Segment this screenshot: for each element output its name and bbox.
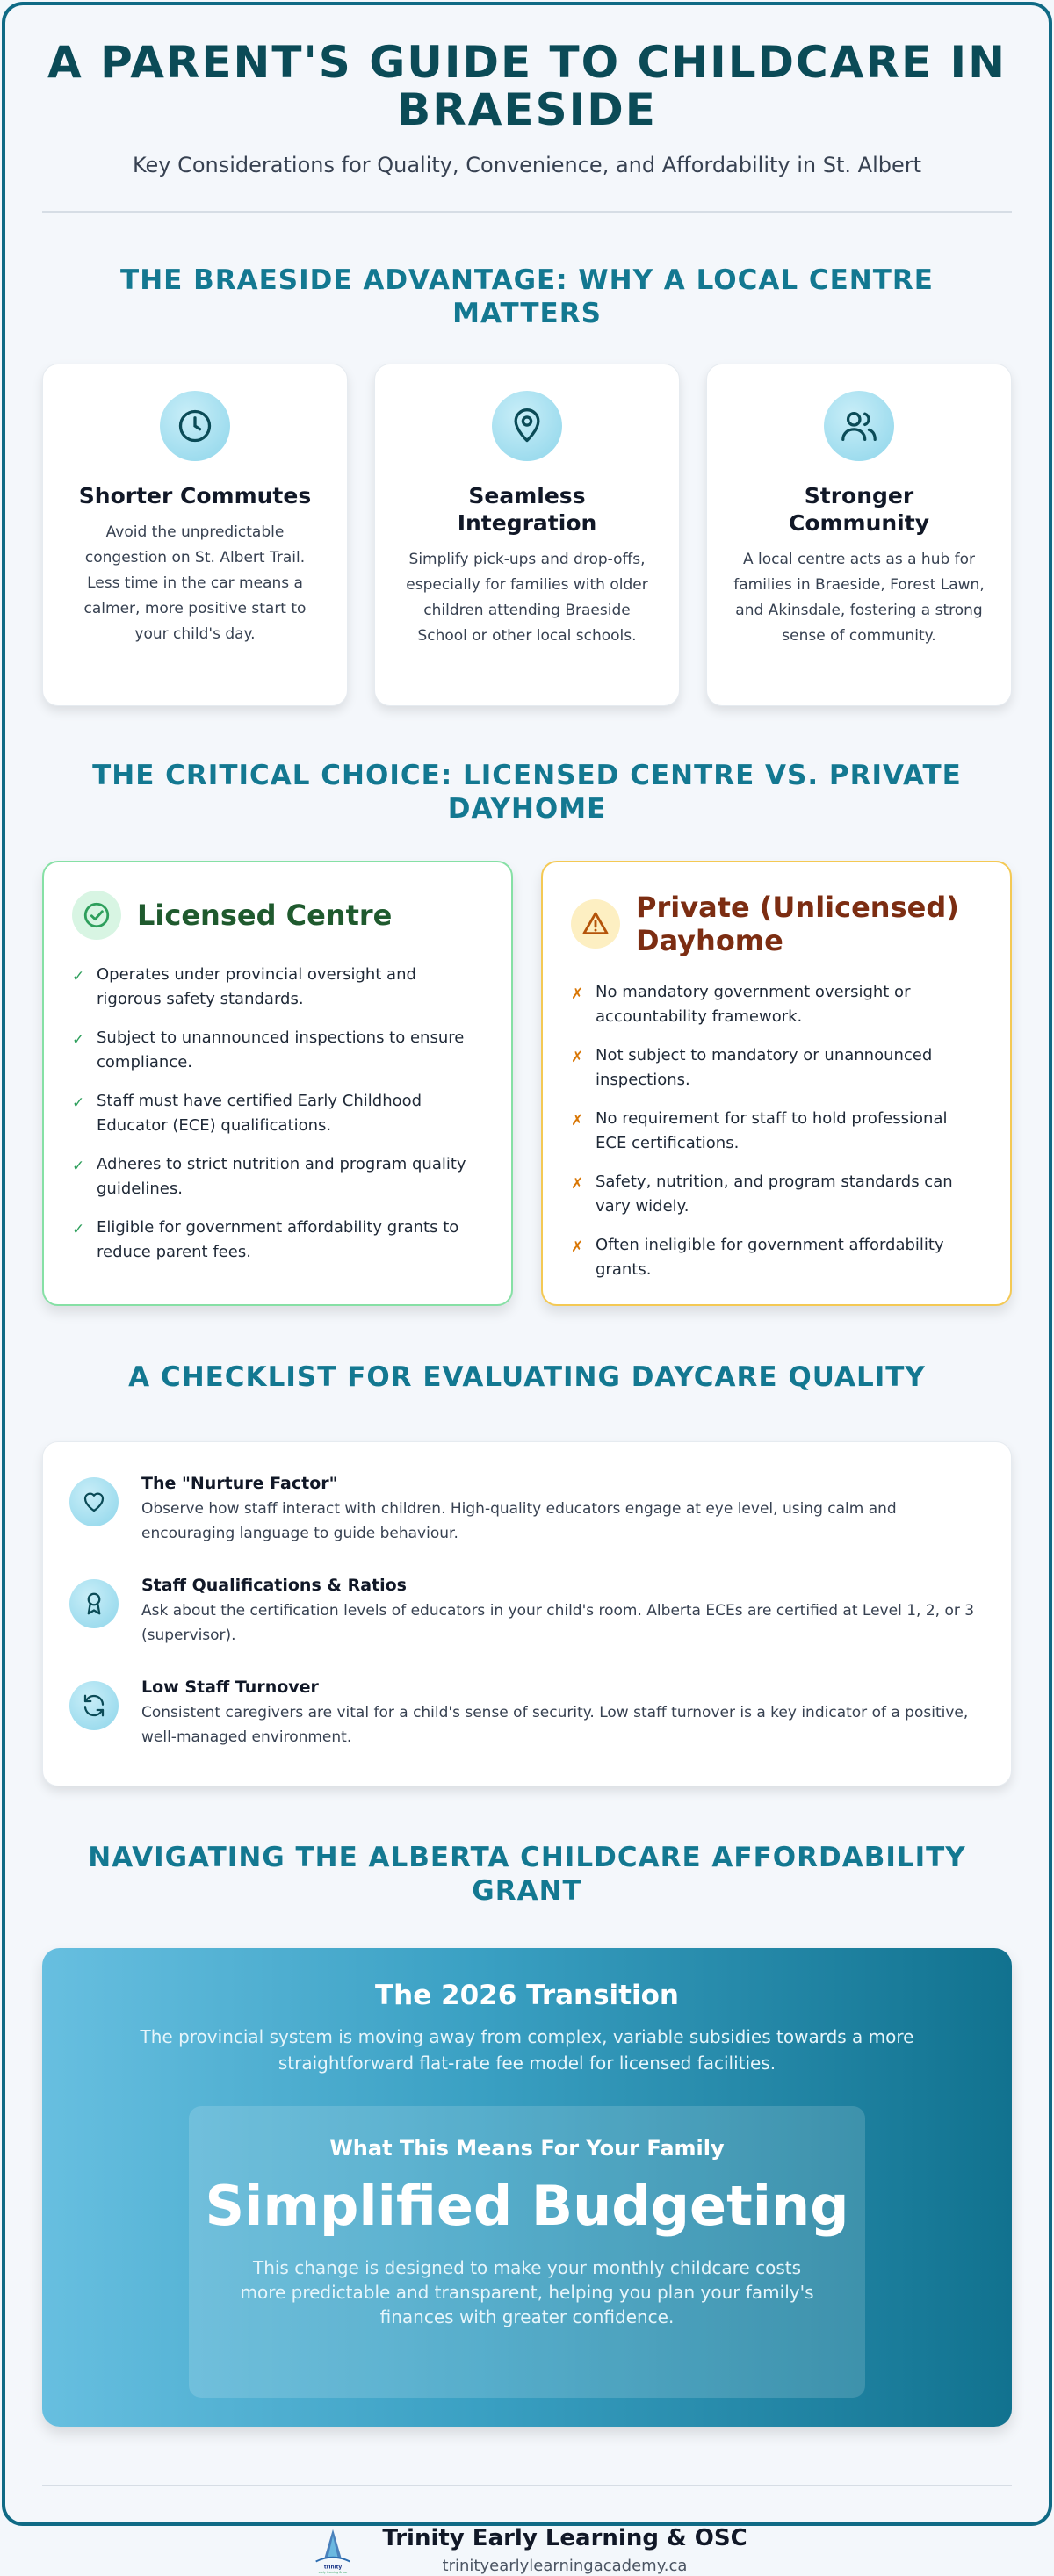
list-item	[571, 1043, 982, 1093]
heart-icon	[69, 1477, 119, 1526]
advantage-card-title: Seamless Integration	[457, 483, 597, 536]
family-impact-text: This change is designed to make your monthly childcare costs more predictable and transparent, helping you plan your family's finances with greater confidence.	[240, 2257, 814, 2327]
checklist-item-body	[141, 1474, 985, 1546]
refresh-icon	[69, 1681, 119, 1730]
cross-icon: ✗	[571, 1112, 584, 1129]
svg-text:trinity: trinity	[324, 2565, 343, 2571]
grant-card	[42, 1948, 1012, 2427]
footer	[42, 2523, 1012, 2576]
cross-icon: ✗	[571, 1049, 584, 1066]
header	[42, 5, 1012, 177]
checklist-item-title: Staff Qualifications & Ratios	[141, 1576, 407, 1595]
list-item	[72, 963, 483, 1012]
grant-section-title: NAVIGATING THE ALBERTA CHILDCARE AFFORDABILITY GRANT	[88, 1842, 966, 1907]
list-item	[571, 980, 982, 1029]
checkmark-icon: ✓	[72, 1094, 85, 1112]
advantage-card-title: Shorter Commutes	[78, 483, 312, 509]
comparison-cards	[42, 861, 1012, 1306]
checklist-item-text: Consistent caregivers are vital for a child's sense of security. Low staff turnover is a key indicator of a positive, well-managed environment.	[141, 1704, 969, 1746]
clock-icon	[160, 391, 230, 461]
advantage-card-integration	[374, 364, 680, 706]
website-link[interactable]: trinityearlylearningacademy.ca	[442, 2556, 688, 2575]
private-list	[571, 980, 982, 1282]
checkmark-icon: ✓	[72, 1221, 85, 1238]
list-item-text: No requirement for staff to hold professional ECE certifications.	[596, 1109, 948, 1152]
family-impact-headline: Simplified Budgeting	[205, 2174, 849, 2238]
checklist-item	[69, 1576, 985, 1648]
licensed-header	[72, 891, 483, 940]
checklist-item-title: Low Staff Turnover	[141, 1678, 319, 1697]
checklist-item-body	[141, 1678, 985, 1750]
list-item-text: Subject to unannounced inspections to ensure compliance.	[97, 1028, 465, 1072]
list-item	[571, 1107, 982, 1156]
licensed-centre-card	[42, 861, 513, 1306]
list-item	[72, 1152, 483, 1201]
users-icon	[824, 391, 894, 461]
cross-icon: ✗	[571, 985, 584, 1003]
award-icon	[69, 1579, 119, 1628]
list-item-text: Adheres to strict nutrition and program quality guidelines.	[97, 1155, 466, 1198]
cross-icon: ✗	[571, 1238, 584, 1256]
footer-text	[382, 2525, 747, 2575]
svg-text:early learning & osc: early learning & osc	[319, 2571, 348, 2575]
list-item-text: Safety, nutrition, and program standards can vary widely.	[596, 1173, 953, 1216]
private-header	[571, 891, 982, 957]
map-pin-icon	[492, 391, 562, 461]
grant-card-title: The 2026 Transition	[374, 1980, 679, 2011]
licensed-list	[72, 963, 483, 1265]
advantage-card-text: A local centre acts as a hub for families in Braeside, Forest Lawn, and Akinsdale, fostering a strong sense of community.	[733, 551, 985, 645]
list-item	[571, 1233, 982, 1282]
checkmark-icon: ✓	[72, 1031, 85, 1049]
advantage-card-title: Stronger Community	[788, 483, 930, 536]
family-impact-label: What This Means For Your Family	[329, 2136, 725, 2161]
trinity-logo	[307, 2523, 359, 2576]
advantage-card-text: Simplify pick-ups and drop-offs, especially for families with older children attending Braeside School or other local schools.	[406, 551, 648, 645]
page-title: A PARENT'S GUIDE TO CHILDCARE IN BRAESIDE	[47, 37, 1007, 135]
advantage-card-commutes	[42, 364, 348, 706]
checklist-item-text: Observe how staff interact with children. High-quality educators engage at eye level, using calm and encouraging language to guide behaviour.	[141, 1500, 897, 1542]
list-item	[72, 1216, 483, 1265]
licensed-title: Licensed Centre	[137, 898, 393, 932]
footer-divider	[42, 2485, 1012, 2486]
private-dayhome-card	[541, 861, 1012, 1306]
check-circle-icon	[72, 891, 121, 940]
advantage-card-text: Avoid the unpredictable congestion on St. Albert Trail. Less time in the car means a calmer, more positive start to your child's day.	[83, 523, 307, 643]
list-item-text: Staff must have certified Early Childhood Educator (ECE) qualifications.	[97, 1092, 422, 1135]
checklist-item	[69, 1474, 985, 1546]
checklist-item-text: Ask about the certification levels of educators in your child's room. Alberta ECEs are certified at Level 1, 2, or 3 (supervisor).	[141, 1602, 975, 1644]
organization-name: Trinity Early Learning & OSC	[382, 2524, 747, 2551]
list-item-text: Eligible for government affordability grants to reduce parent fees.	[97, 1218, 459, 1261]
cross-icon: ✗	[571, 1175, 584, 1193]
list-item-text: No mandatory government oversight or accountability framework.	[596, 983, 911, 1026]
checkmark-icon: ✓	[72, 1158, 85, 1175]
warning-icon	[571, 899, 620, 949]
list-item	[571, 1170, 982, 1219]
checklist-item	[69, 1678, 985, 1750]
advantage-section-title: THE BRAESIDE ADVANTAGE: WHY A LOCAL CENTRE MATTERS	[120, 264, 934, 329]
list-item	[72, 1089, 483, 1138]
advantage-card-community	[706, 364, 1012, 706]
page-frame	[2, 2, 1052, 2575]
list-item-text: Not subject to mandatory or unannounced inspections.	[596, 1046, 933, 1089]
checklist-card	[42, 1441, 1012, 1786]
private-title: Private (Unlicensed) Dayhome	[636, 891, 959, 957]
list-item	[72, 1026, 483, 1075]
list-item-text: Often ineligible for government affordability grants.	[596, 1236, 944, 1279]
checkmark-icon: ✓	[72, 968, 85, 985]
comparison-section-title: THE CRITICAL CHOICE: LICENSED CENTRE VS. PRIVATE DAYHOME	[92, 760, 962, 825]
checklist-item-title: The "Nurture Factor"	[141, 1474, 338, 1493]
checklist-item-body	[141, 1576, 985, 1648]
grant-card-text: The provincial system is moving away from complex, variable subsidies towards a more straightforward flat-rate fee model for licensed facilities.	[140, 2026, 914, 2074]
page-subtitle: Key Considerations for Quality, Convenience, and Affordability in St. Albert	[132, 153, 922, 177]
divider	[42, 211, 1012, 213]
advantage-cards	[42, 364, 1012, 706]
list-item-text: Operates under provincial oversight and rigorous safety standards.	[97, 965, 416, 1008]
checklist-section-title: A CHECKLIST FOR EVALUATING DAYCARE QUALITY	[128, 1361, 926, 1393]
family-impact-box	[189, 2106, 865, 2398]
